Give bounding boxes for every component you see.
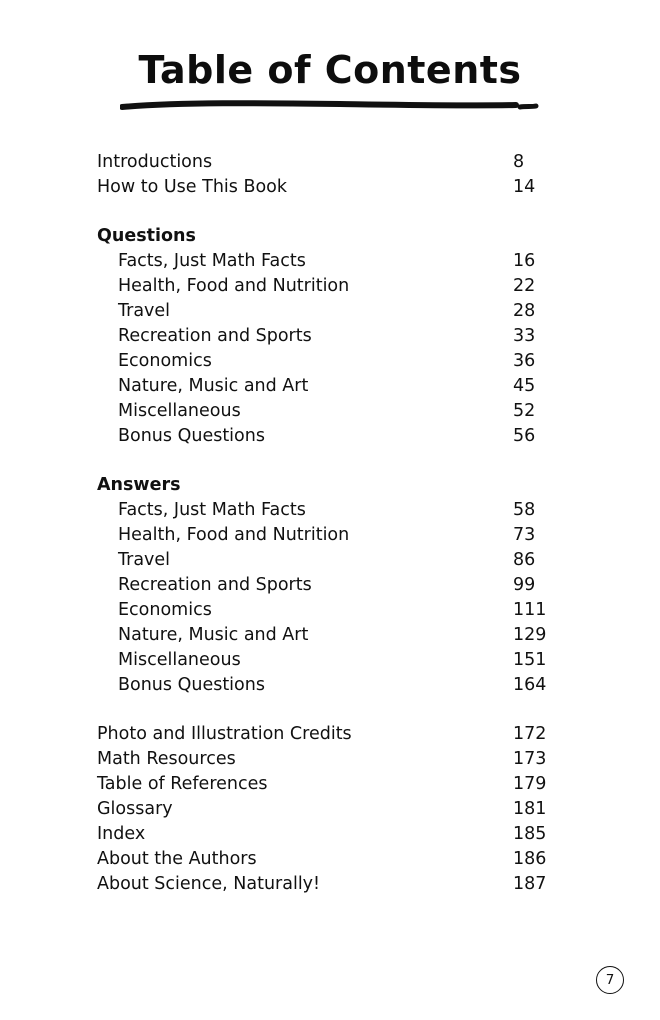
toc-entry-list bbox=[97, 150, 557, 897]
toc-entry-row[interactable] bbox=[97, 150, 557, 175]
toc-entry-page-number: 73 bbox=[513, 525, 536, 545]
toc-entry-page-number: 185 bbox=[513, 824, 547, 844]
toc-entry-label: Miscellaneous bbox=[118, 650, 241, 670]
toc-entry-row[interactable] bbox=[97, 324, 557, 349]
toc-entry-label: Answers bbox=[97, 475, 181, 495]
toc-entry-label: Table of References bbox=[97, 774, 268, 794]
toc-entry-label: Health, Food and Nutrition bbox=[118, 276, 350, 296]
toc-entry-label: Economics bbox=[118, 351, 212, 371]
toc-entry-page-number: 56 bbox=[513, 426, 536, 446]
toc-entry-row[interactable] bbox=[97, 548, 557, 573]
toc-entry-row[interactable] bbox=[97, 623, 557, 648]
toc-entry-label: Photo and Illustration Credits bbox=[97, 724, 352, 744]
toc-entry-page-number: 36 bbox=[513, 351, 536, 371]
toc-entry-page-number: 14 bbox=[513, 177, 536, 197]
toc-entry-label: Health, Food and Nutrition bbox=[118, 525, 350, 545]
toc-entry-label: Glossary bbox=[97, 799, 173, 819]
toc-entry-page-number: 172 bbox=[513, 724, 547, 744]
toc-entry-page-number: 8 bbox=[513, 152, 525, 172]
toc-entry-page-number: 164 bbox=[513, 675, 547, 695]
toc-entry-label: About Science, Naturally! bbox=[97, 874, 321, 894]
toc-entry-page-number: 52 bbox=[513, 401, 536, 421]
toc-entry-row[interactable] bbox=[97, 424, 557, 449]
toc-entry-page-number: 58 bbox=[513, 500, 536, 520]
toc-entry-row[interactable] bbox=[97, 772, 557, 797]
toc-entry-page-number: 173 bbox=[513, 749, 547, 769]
toc-entry-label: Economics bbox=[118, 600, 212, 620]
toc-entry-row[interactable] bbox=[97, 175, 557, 200]
toc-entry-row[interactable] bbox=[97, 349, 557, 374]
toc-entry-page-number: 129 bbox=[513, 625, 547, 645]
toc-entry-label: Travel bbox=[118, 301, 171, 321]
toc-entry-label: Facts, Just Math Facts bbox=[118, 251, 306, 271]
toc-entry-page-number: 45 bbox=[513, 376, 536, 396]
page-number-badge bbox=[596, 966, 624, 994]
toc-entry-page-number: 99 bbox=[513, 575, 536, 595]
toc-entry-row[interactable] bbox=[97, 374, 557, 399]
toc-entry-label: Nature, Music and Art bbox=[118, 376, 309, 396]
toc-section-heading[interactable] bbox=[97, 473, 557, 498]
toc-entry-page-number: 86 bbox=[513, 550, 536, 570]
toc-section-heading[interactable] bbox=[97, 224, 557, 249]
toc-entry-page-number: 186 bbox=[513, 849, 547, 869]
toc-entry-label: Introductions bbox=[97, 152, 213, 172]
toc-entry-row[interactable] bbox=[97, 299, 557, 324]
toc-entry-label: Bonus Questions bbox=[118, 426, 265, 446]
toc-entry-page-number: 33 bbox=[513, 326, 536, 346]
toc-entry-row[interactable] bbox=[97, 747, 557, 772]
toc-entry-row[interactable] bbox=[97, 498, 557, 523]
toc-entry-label: Travel bbox=[118, 550, 171, 570]
toc-entry-label: About the Authors bbox=[97, 849, 257, 869]
toc-entry-page-number: 28 bbox=[513, 301, 536, 321]
toc-entry-label: How to Use This Book bbox=[97, 177, 288, 197]
toc-group-spacer bbox=[97, 200, 557, 224]
toc-entry-row[interactable] bbox=[97, 847, 557, 872]
toc-entry-page-number: 187 bbox=[513, 874, 547, 894]
toc-entry-row[interactable] bbox=[97, 573, 557, 598]
toc-entry-page-number: 22 bbox=[513, 276, 536, 296]
toc-entry-row[interactable] bbox=[97, 399, 557, 424]
toc-entry-label: Index bbox=[97, 824, 146, 844]
toc-entry-label: Questions bbox=[97, 226, 196, 246]
toc-entry-label: Recreation and Sports bbox=[118, 326, 312, 346]
toc-entry-label: Math Resources bbox=[97, 749, 236, 769]
toc-entry-row[interactable] bbox=[97, 822, 557, 847]
toc-entry-page-number: 181 bbox=[513, 799, 547, 819]
toc-entry-label: Bonus Questions bbox=[118, 675, 265, 695]
toc-entry-label: Nature, Music and Art bbox=[118, 625, 309, 645]
toc-entry-page-number: 151 bbox=[513, 650, 547, 670]
toc-entry-label: Recreation and Sports bbox=[118, 575, 312, 595]
toc-entry-row[interactable] bbox=[97, 872, 557, 897]
toc-entry-row[interactable] bbox=[97, 523, 557, 548]
title-underline-rule bbox=[120, 100, 540, 114]
page-title: Table of Contents bbox=[138, 48, 522, 92]
toc-entry-row[interactable] bbox=[97, 797, 557, 822]
toc-entry-row[interactable] bbox=[97, 673, 557, 698]
toc-entry-label: Facts, Just Math Facts bbox=[118, 500, 306, 520]
toc-entry-row[interactable] bbox=[97, 648, 557, 673]
toc-entry-row[interactable] bbox=[97, 722, 557, 747]
toc-group-spacer bbox=[97, 698, 557, 722]
toc-entry-row[interactable] bbox=[97, 598, 557, 623]
toc-group-spacer bbox=[97, 449, 557, 473]
toc-entry-page-number: 179 bbox=[513, 774, 547, 794]
page-number-text: 7 bbox=[605, 972, 615, 988]
toc-entry-row[interactable] bbox=[97, 274, 557, 299]
toc-entry-label: Miscellaneous bbox=[118, 401, 241, 421]
toc-entry-page-number: 16 bbox=[513, 251, 536, 271]
toc-entry-page-number: 111 bbox=[513, 600, 547, 620]
toc-entry-row[interactable] bbox=[97, 249, 557, 274]
